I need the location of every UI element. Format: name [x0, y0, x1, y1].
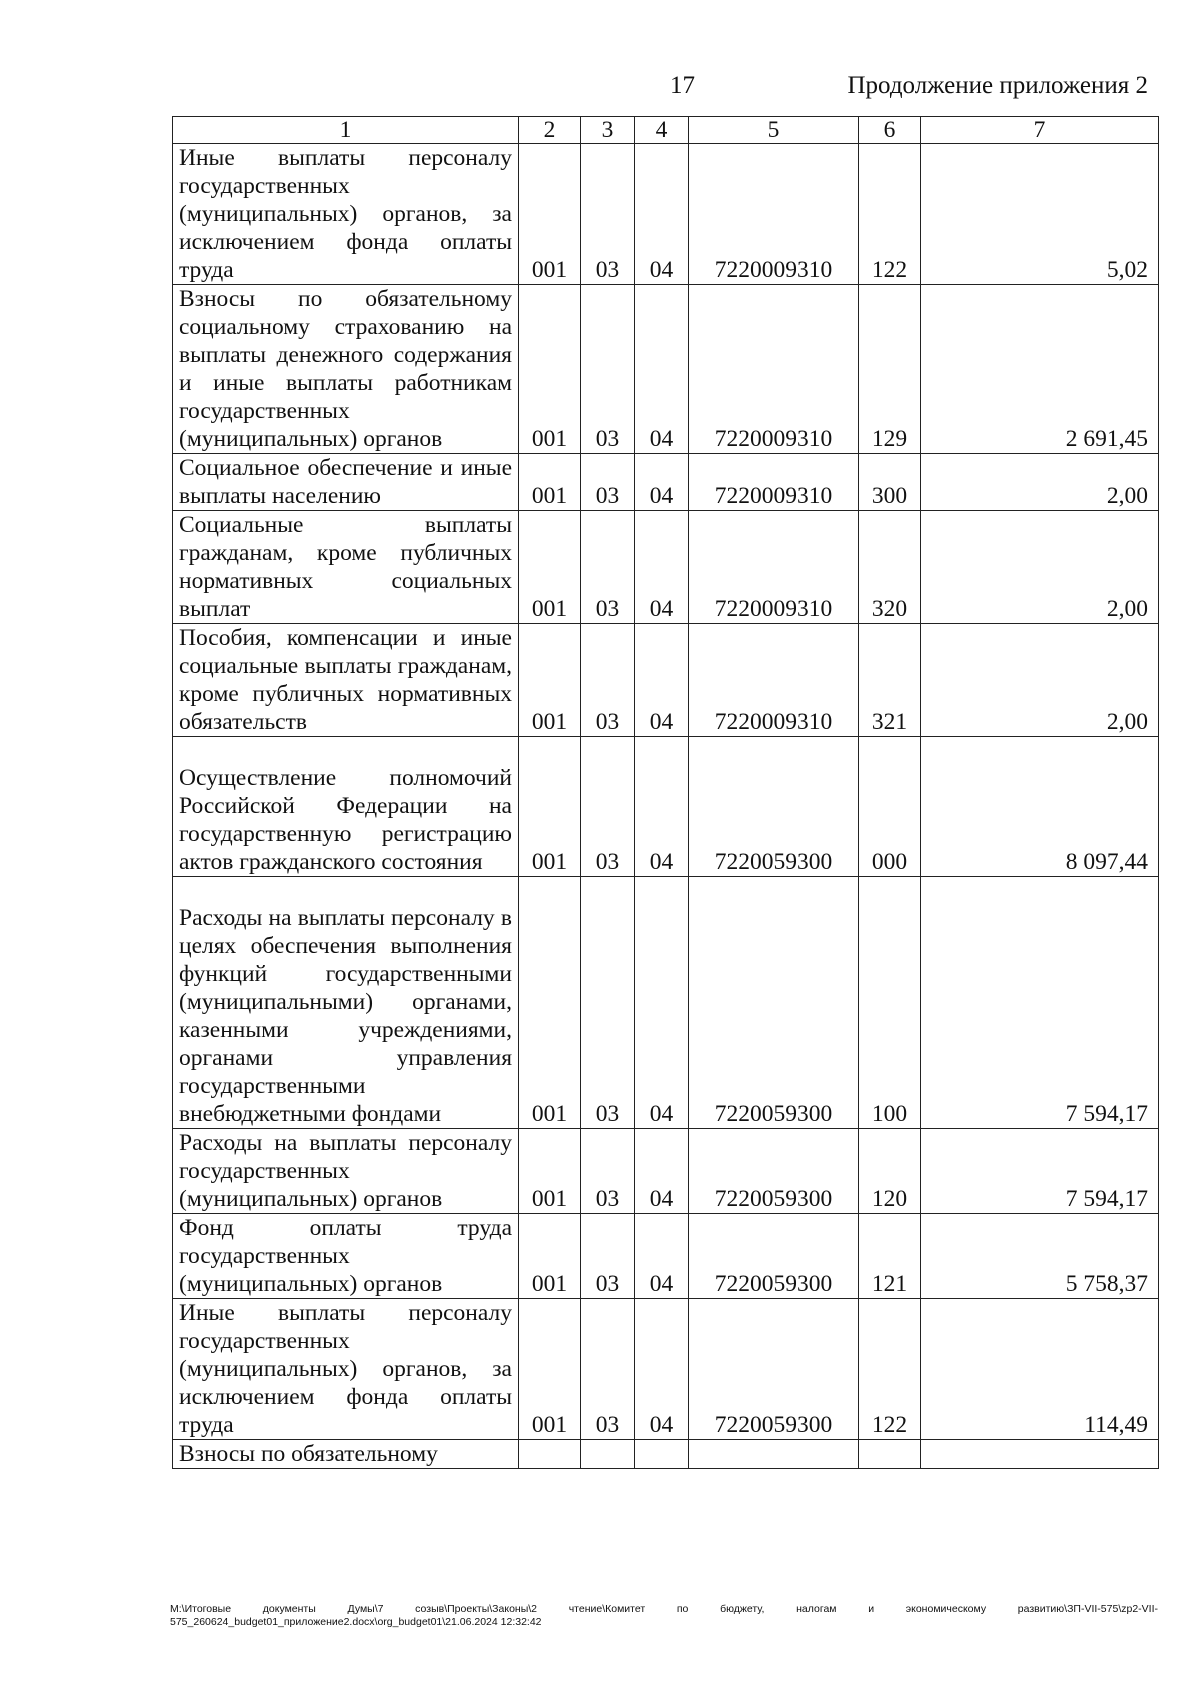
table-row — [173, 285, 1159, 454]
code-3-cell: 03 — [581, 624, 635, 737]
table-row — [173, 1129, 1159, 1214]
file-path-footer: M:\Итоговые документы Думы\7 созыв\Проекты\Законы\2 чтение\Комитет по бюджету, налогам и экономическому развитию\ЗП-VII-575\zp2-VII-575_260624_budget01_приложение2.docx\org_budget01\21.06.2024 12:32:42 — [170, 1603, 1158, 1628]
code-5-cell: 7220059300 — [689, 1299, 859, 1440]
amount-cell: 5,02 — [921, 144, 1159, 285]
row-name-cell: Расходы на выплаты персоналу государственных (муниципальных) органов — [173, 1129, 519, 1214]
table-row — [173, 877, 1159, 1129]
column-header: 2 — [519, 117, 581, 144]
code-6-cell: 120 — [859, 1129, 921, 1214]
code-3-cell: 03 — [581, 737, 635, 877]
code-4-cell: 04 — [635, 1129, 689, 1214]
code-6-cell: 300 — [859, 454, 921, 511]
code-5-cell: 7220009310 — [689, 511, 859, 624]
code-5-cell: 7220059300 — [689, 1214, 859, 1299]
code-4-cell: 04 — [635, 454, 689, 511]
table-row — [173, 624, 1159, 737]
amount-cell: 7 594,17 — [921, 877, 1159, 1129]
row-name-cell: Расходы на выплаты персоналу в целях обеспечения выполнения функций государственными (муниципальными) органами, казенными учреждениями, органами управления государственными внебюджетными фондами — [173, 877, 519, 1129]
table-row — [173, 1440, 1159, 1469]
code-5-cell: 7220059300 — [689, 877, 859, 1129]
code-5-cell: 7220059300 — [689, 1129, 859, 1214]
row-name-cell: Иные выплаты персоналу государственных (муниципальных) органов, за исключением фонда оплаты труда — [173, 144, 519, 285]
code-3-cell: 03 — [581, 877, 635, 1129]
code-6-cell: 129 — [859, 285, 921, 454]
amount-cell — [921, 1440, 1159, 1469]
code-3-cell: 03 — [581, 1214, 635, 1299]
code-2-cell: 001 — [519, 454, 581, 511]
code-3-cell — [581, 1440, 635, 1469]
row-name-cell: Социальное обеспечение и иные выплаты населению — [173, 454, 519, 511]
column-header: 6 — [859, 117, 921, 144]
code-4-cell: 04 — [635, 1214, 689, 1299]
page-number: 17 — [670, 72, 695, 99]
table-row — [173, 1299, 1159, 1440]
code-2-cell: 001 — [519, 737, 581, 877]
code-2-cell: 001 — [519, 1129, 581, 1214]
code-4-cell: 04 — [635, 144, 689, 285]
code-5-cell — [689, 1440, 859, 1469]
code-5-cell: 7220009310 — [689, 454, 859, 511]
code-4-cell: 04 — [635, 877, 689, 1129]
code-2-cell: 001 — [519, 624, 581, 737]
amount-cell: 8 097,44 — [921, 737, 1159, 877]
row-name-cell: Социальные выплаты гражданам, кроме публичных нормативных социальных выплат — [173, 511, 519, 624]
row-name-cell: Взносы по обязательному — [173, 1440, 519, 1469]
row-name-cell: Осуществление полномочий Российской Федерации на государственную регистрацию актов гражданского состояния — [173, 737, 519, 877]
code-4-cell: 04 — [635, 285, 689, 454]
code-2-cell — [519, 1440, 581, 1469]
amount-cell: 2 691,45 — [921, 285, 1159, 454]
row-name-cell: Фонд оплаты труда государственных (муниципальных) органов — [173, 1214, 519, 1299]
amount-cell: 2,00 — [921, 454, 1159, 511]
code-2-cell: 001 — [519, 285, 581, 454]
table-row — [173, 454, 1159, 511]
code-3-cell: 03 — [581, 1299, 635, 1440]
code-6-cell: 000 — [859, 737, 921, 877]
row-name-cell: Пособия, компенсации и иные социальные выплаты гражданам, кроме публичных нормативных обязательств — [173, 624, 519, 737]
code-2-cell: 001 — [519, 1214, 581, 1299]
table-row — [173, 144, 1159, 285]
code-4-cell: 04 — [635, 624, 689, 737]
code-3-cell: 03 — [581, 511, 635, 624]
amount-cell: 2,00 — [921, 511, 1159, 624]
code-4-cell: 04 — [635, 511, 689, 624]
code-6-cell: 122 — [859, 1299, 921, 1440]
column-header: 5 — [689, 117, 859, 144]
code-4-cell — [635, 1440, 689, 1469]
code-5-cell: 7220009310 — [689, 144, 859, 285]
code-2-cell: 001 — [519, 1299, 581, 1440]
code-4-cell: 04 — [635, 737, 689, 877]
code-6-cell: 121 — [859, 1214, 921, 1299]
code-4-cell: 04 — [635, 1299, 689, 1440]
code-3-cell: 03 — [581, 285, 635, 454]
code-3-cell: 03 — [581, 1129, 635, 1214]
code-2-cell: 001 — [519, 511, 581, 624]
code-6-cell: 320 — [859, 511, 921, 624]
table-row — [173, 737, 1159, 877]
column-header: 1 — [173, 117, 519, 144]
table-row — [173, 511, 1159, 624]
code-5-cell: 7220059300 — [689, 737, 859, 877]
code-5-cell: 7220009310 — [689, 285, 859, 454]
table-body — [173, 117, 1159, 1469]
code-6-cell: 122 — [859, 144, 921, 285]
column-header: 3 — [581, 117, 635, 144]
code-2-cell: 001 — [519, 144, 581, 285]
budget-table — [172, 116, 1159, 1469]
continuation-label: Продолжение приложения 2 — [847, 72, 1148, 99]
code-6-cell: 321 — [859, 624, 921, 737]
code-6-cell — [859, 1440, 921, 1469]
amount-cell: 5 758,37 — [921, 1214, 1159, 1299]
column-header: 4 — [635, 117, 689, 144]
amount-cell: 7 594,17 — [921, 1129, 1159, 1214]
column-header: 7 — [921, 117, 1159, 144]
code-2-cell: 001 — [519, 877, 581, 1129]
code-6-cell: 100 — [859, 877, 921, 1129]
code-5-cell: 7220009310 — [689, 624, 859, 737]
table-row — [173, 1214, 1159, 1299]
amount-cell: 2,00 — [921, 624, 1159, 737]
table-header-row — [173, 117, 1159, 144]
code-3-cell: 03 — [581, 454, 635, 511]
code-3-cell: 03 — [581, 144, 635, 285]
row-name-cell: Взносы по обязательному социальному страхованию на выплаты денежного содержания и иные выплаты работникам государственных (муниципальных) органов — [173, 285, 519, 454]
row-name-cell: Иные выплаты персоналу государственных (муниципальных) органов, за исключением фонда оплаты труда — [173, 1299, 519, 1440]
amount-cell: 114,49 — [921, 1299, 1159, 1440]
